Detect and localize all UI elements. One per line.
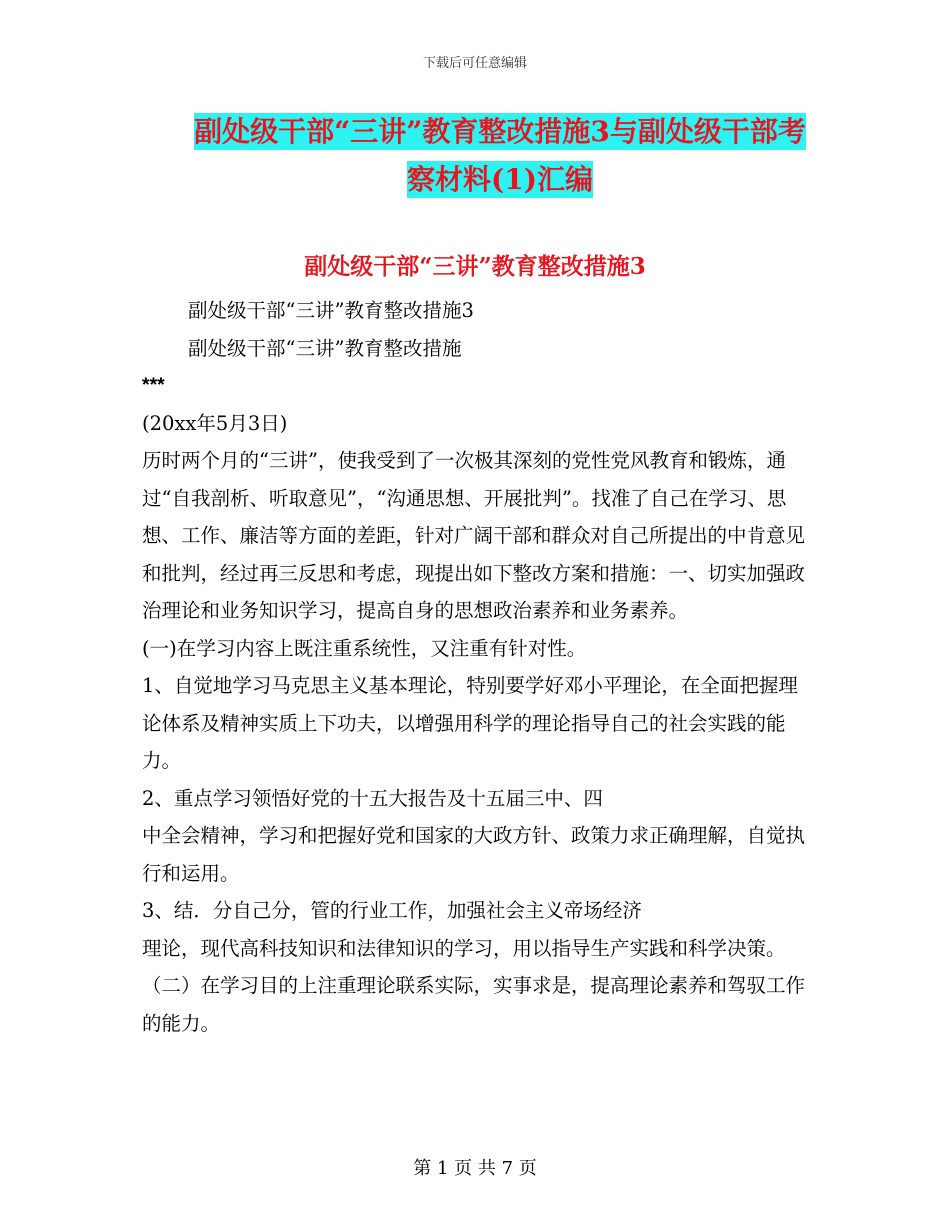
paragraph: 副处级干部“三讲”教育整改措施3 — [188, 299, 474, 322]
document-title — [150, 108, 850, 204]
paragraph: 理论，现代高科技知识和法律知识的学习，用以指导生产实践和科学决策。 — [142, 936, 786, 960]
section-title: 副处级干部“三讲”教育整改措施3 — [304, 253, 646, 280]
document-title-line-2: 察材料(1)汇编 — [407, 163, 593, 196]
paragraph: 中全会精神，学习和把握好党和国家的大政方针、政策力求正确理解，自觉执行和运用。 — [142, 824, 806, 885]
paragraph: 历时两个月的“三讲”，使我受到了一次极其深刻的党性党风教育和锻炼，通过“自我剖析、听取意见”，“沟通思想、开展批判”。找准了自己在学习、思想、工作、廉洁等方面的差距，针对广阔干部和群众对自己所提出的中肯意见和批判，经过再三反思和考虑，现提出如下整改方案和措施：一、切实加强政治理论和业务知识学习，提高自身的思想政治素养和业务素养。 — [142, 449, 806, 622]
document-title-line-1: 副处级干部“三讲”教育整改措施3与副处级干部考 — [194, 115, 806, 148]
paragraph: 1、自觉地学习马克思主义基本理论，特别要学好邓小平理论，在全面把握理论体系及精神实质上下功夫，以增强用科学的理论指导自己的社会实践的能力。 — [142, 674, 798, 772]
date-line: (20xx年5月3日) — [142, 411, 288, 435]
author-placeholder: *** — [142, 374, 165, 396]
paragraph: (一)在学习内容上既注重系统性，又注重有针对性。 — [142, 636, 587, 660]
paragraph: 2、重点学习领悟好党的十五大报告及十五届三中、四 — [142, 786, 603, 810]
page-footer: 第 1 页 共 7 页 — [413, 1158, 537, 1179]
header-note: 下载后可任意编辑 — [422, 56, 527, 71]
paragraph: 副处级干部“三讲”教育整改措施 — [188, 336, 462, 360]
paragraph: 3、结．分自己分，管的行业工作，加强社会主义帝场经济 — [142, 899, 642, 922]
document-body — [142, 292, 810, 1042]
paragraph: （二）在学习目的上注重理论联系实际，实事求是，提高理论素养和驾驭工作的能力。 — [142, 974, 806, 1035]
